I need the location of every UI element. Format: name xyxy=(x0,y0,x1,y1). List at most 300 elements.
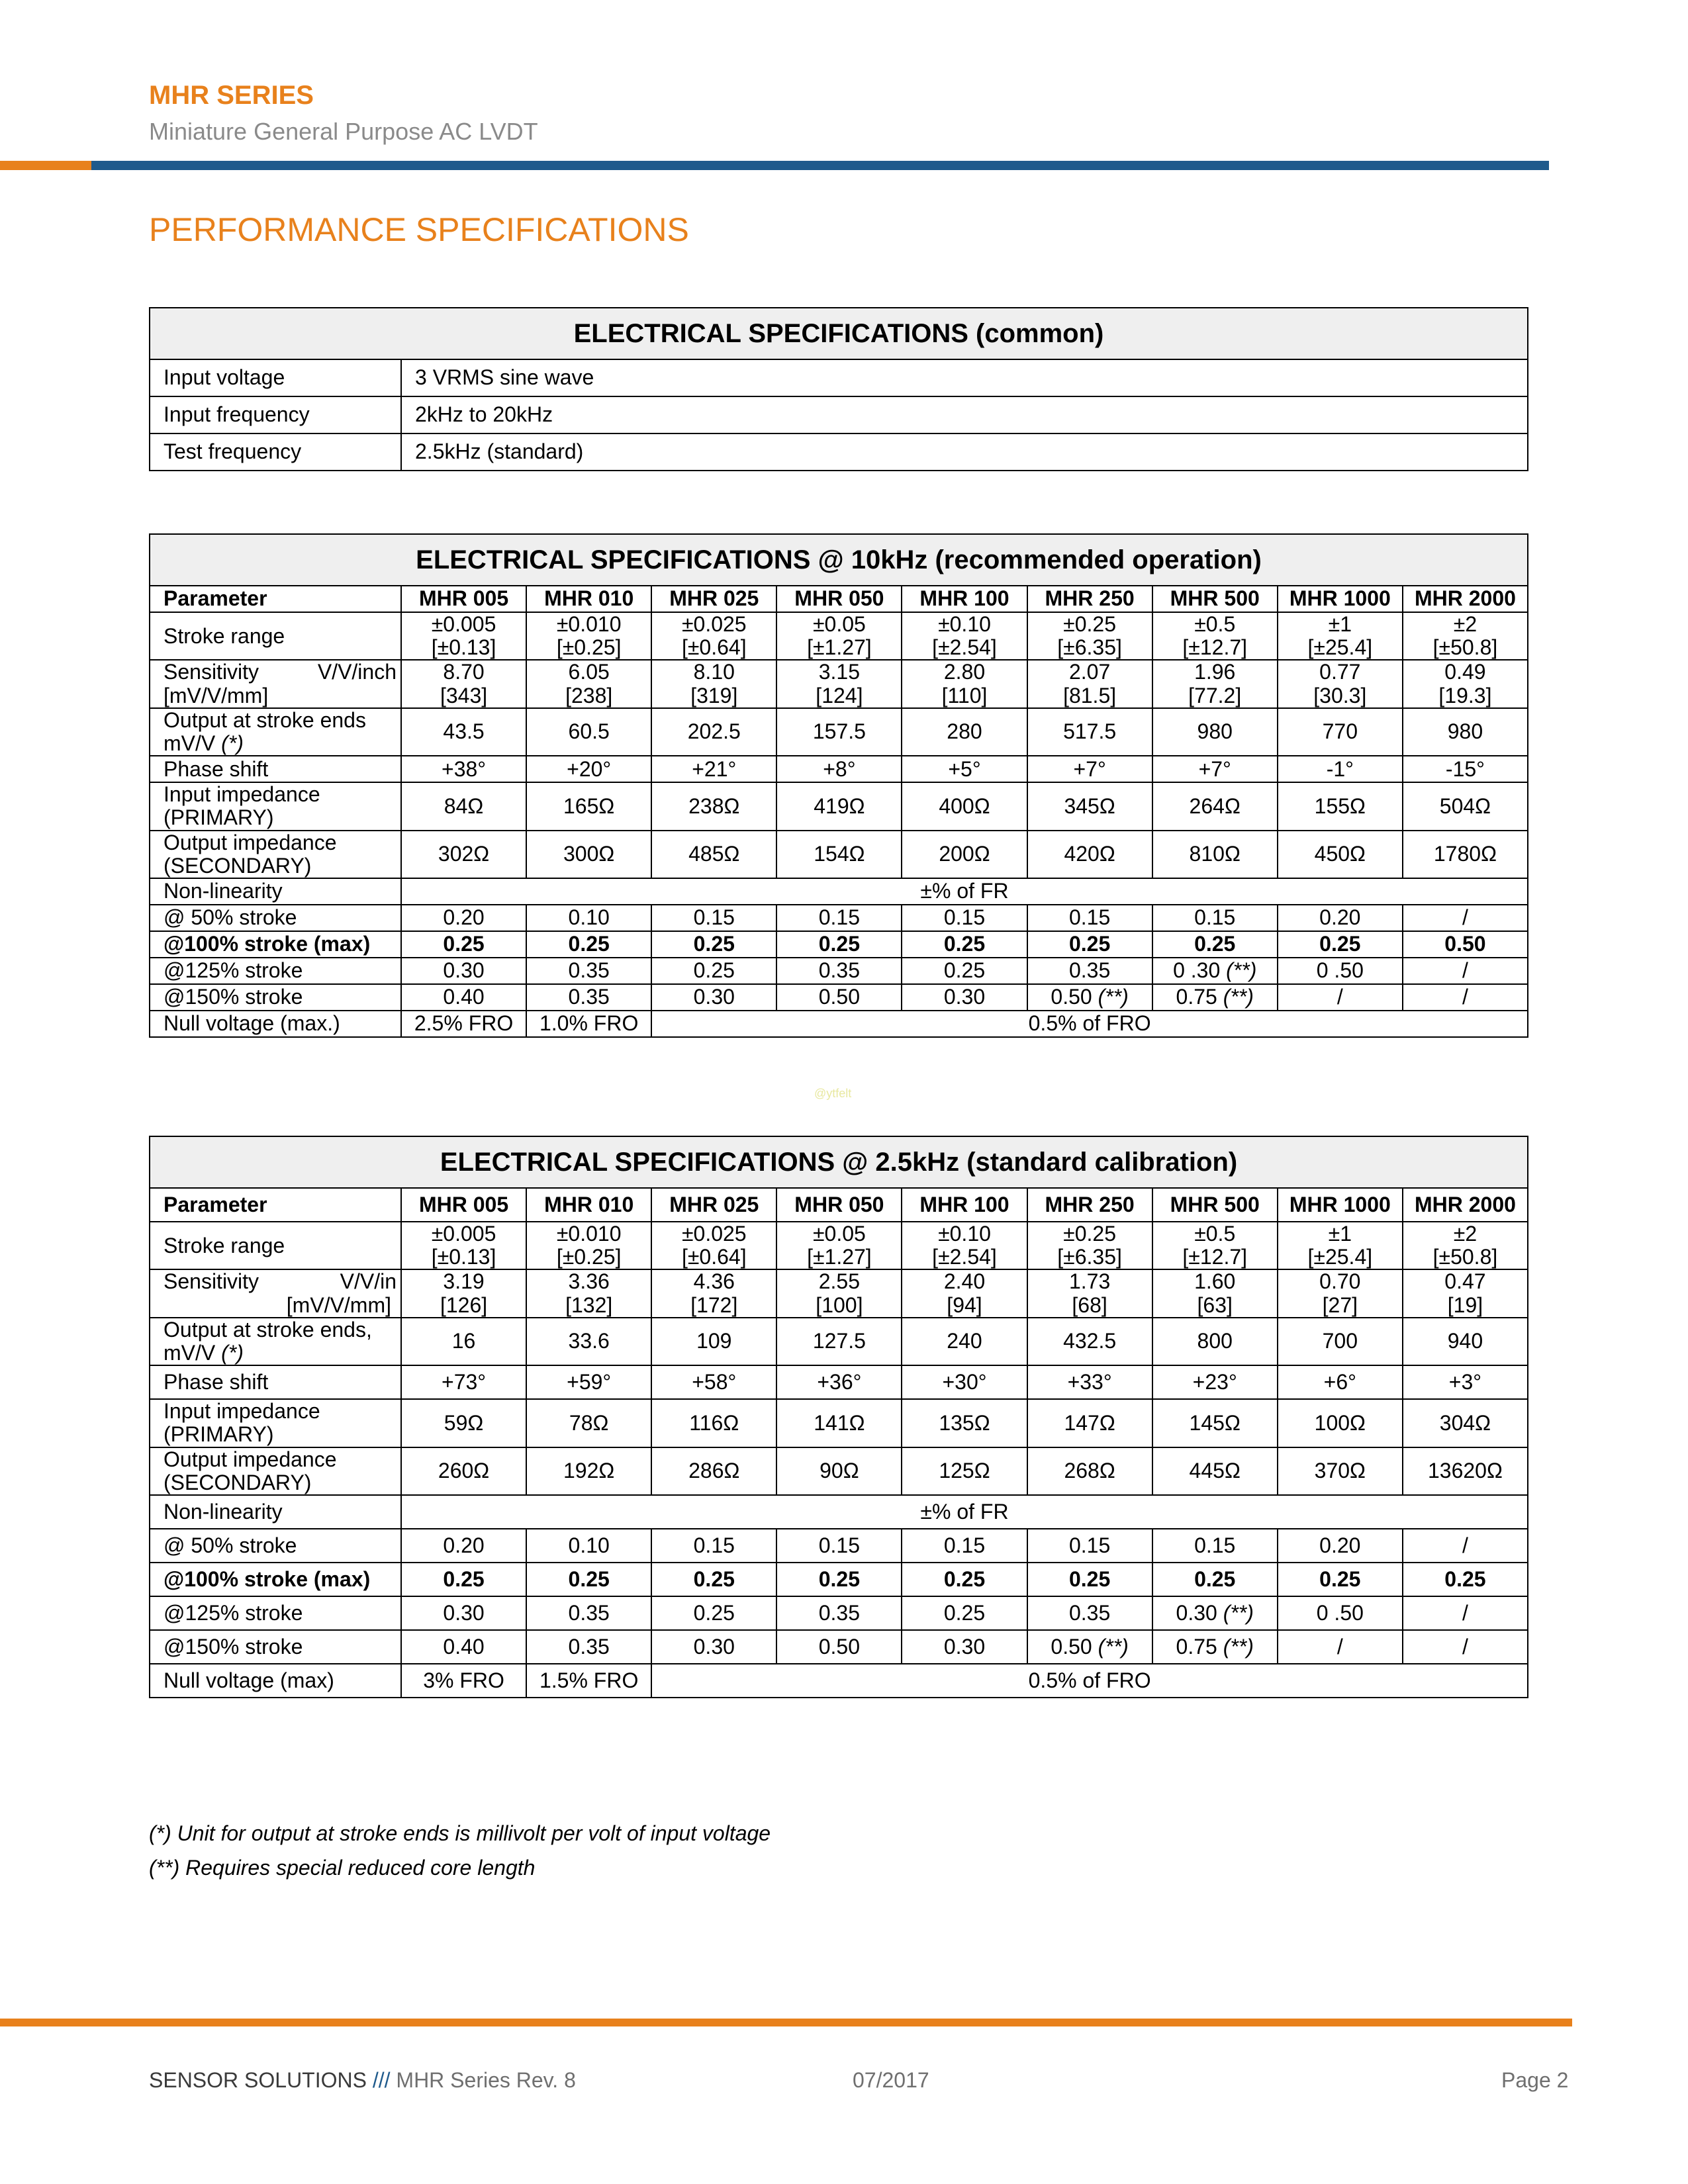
sensitivity-cell xyxy=(651,1269,776,1317)
nonlinearity-cell xyxy=(776,1596,902,1630)
sensitivity-label-line xyxy=(164,660,397,684)
output-cell: 517.5 xyxy=(1027,708,1152,756)
nonlinearity-value: / xyxy=(1462,1600,1468,1625)
sensitivity-cell xyxy=(1403,1269,1528,1317)
stroke-inch: ±0.05 xyxy=(812,1222,866,1246)
sensitivity-value: 3.15 xyxy=(818,660,861,684)
table-row xyxy=(150,931,1528,958)
nonlinearity-cell xyxy=(1403,984,1528,1011)
stroke-mm: [±0.25] xyxy=(556,635,622,660)
nonlinearity-value: 0.15 xyxy=(1068,905,1111,930)
nonlinearity-cell xyxy=(1403,1630,1528,1664)
output-cell: 432.5 xyxy=(1027,1318,1152,1365)
sensitivity-value: 0.49 xyxy=(1444,660,1486,684)
table-title: ELECTRICAL SPECIFICATIONS @ 2.5kHz (standard calibration) xyxy=(150,1136,1528,1188)
nonlinearity-cell xyxy=(776,958,902,984)
output-cell: 16 xyxy=(401,1318,526,1365)
phase-cell: +20° xyxy=(526,756,651,782)
output-cell: 770 xyxy=(1278,708,1403,756)
impedance-cell: 445Ω xyxy=(1152,1447,1278,1495)
nonlinearity-cell xyxy=(1027,931,1152,958)
nonlinearity-cell xyxy=(401,1529,526,1563)
nonlinearity-cell xyxy=(1027,1596,1152,1630)
model-header: MHR 100 xyxy=(902,1188,1027,1222)
row-label: Non-linearity xyxy=(150,878,401,905)
impedance-cell: 147Ω xyxy=(1027,1399,1152,1447)
footnote-core-length: (**) Requires special reduced core length xyxy=(149,1856,536,1880)
nonlinearity-cell xyxy=(651,958,776,984)
nonlinearity-cell xyxy=(1027,984,1152,1011)
nonlinearity-cell xyxy=(401,931,526,958)
nonlinearity-value: 0.35 xyxy=(568,985,610,1009)
stroke-cell xyxy=(1152,612,1278,660)
sensitivity-value: 2.80 xyxy=(943,660,986,684)
row-label: Test frequency xyxy=(150,433,401,471)
sensitivity-mm: [63] xyxy=(1197,1293,1233,1317)
table-row xyxy=(150,1495,1528,1529)
nonlinearity-value: 0.20 xyxy=(1319,905,1361,930)
nonlinearity-cell xyxy=(651,931,776,958)
impedance-sublabel: (PRIMARY) xyxy=(164,1422,274,1447)
nonlinearity-cell xyxy=(1027,1563,1152,1596)
output-label: Output at stroke ends xyxy=(164,707,366,732)
stroke-inch: ±0.010 xyxy=(556,1222,622,1246)
nonlinearity-value: 0.25 xyxy=(1194,932,1236,956)
sensitivity-cell xyxy=(526,1269,651,1317)
nonlinearity-value: 0.25 xyxy=(943,1567,986,1591)
nonlinearity-value: 0.30 xyxy=(443,958,485,983)
model-header: MHR 010 xyxy=(526,1188,651,1222)
header-accent-bar xyxy=(0,161,91,170)
sensitivity-cell xyxy=(1278,1269,1403,1317)
impedance-cell: 1780Ω xyxy=(1403,831,1528,878)
model-header: MHR 025 xyxy=(651,1188,776,1222)
nonlinearity-cell xyxy=(651,1529,776,1563)
row-label: @125% stroke xyxy=(150,1596,401,1630)
specs-2p5khz-table xyxy=(149,1136,1528,1698)
stroke-cell xyxy=(776,612,902,660)
sensitivity-cell xyxy=(902,1269,1027,1317)
impedance-sublabel: (PRIMARY) xyxy=(164,805,274,830)
impedance-cell: 264Ω xyxy=(1152,782,1278,830)
nonlinearity-value: 0 .30 xyxy=(1173,958,1221,983)
impedance-cell: 78Ω xyxy=(526,1399,651,1447)
table-row xyxy=(150,612,1528,660)
nonlinearity-cell xyxy=(651,1596,776,1630)
table-row xyxy=(150,984,1528,1011)
nonlinearity-cell xyxy=(1027,958,1152,984)
nonlinearity-value: 0.15 xyxy=(693,1533,735,1557)
impedance-cell: 154Ω xyxy=(776,831,902,878)
nonlinearity-cell xyxy=(1152,984,1278,1011)
nonlinearity-value: 0.15 xyxy=(943,905,986,930)
param-header: Parameter xyxy=(150,1188,401,1222)
impedance-cell: 238Ω xyxy=(651,782,776,830)
impedance-cell: 84Ω xyxy=(401,782,526,830)
output-cell: 940 xyxy=(1403,1318,1528,1365)
stroke-mm: [±1.27] xyxy=(807,635,872,660)
sensitivity-value: 1.73 xyxy=(1068,1269,1111,1294)
nonlinearity-value: 0.30 xyxy=(943,1634,986,1659)
nonlinearity-value: 0.25 xyxy=(818,932,861,956)
nonlinearity-cell xyxy=(902,931,1027,958)
nonlinearity-cell xyxy=(1403,905,1528,931)
footnote-ref: (**) xyxy=(1223,985,1254,1009)
sensitivity-mm: [30.3] xyxy=(1313,683,1367,707)
nonlinearity-cell xyxy=(1152,905,1278,931)
table-row xyxy=(150,905,1528,931)
output-cell: 800 xyxy=(1152,1318,1278,1365)
nonlinearity-cell xyxy=(902,1529,1027,1563)
null-voltage-cell: 3% FRO xyxy=(401,1664,526,1698)
sensitivity-mm: [19.3] xyxy=(1438,683,1492,707)
row-label: Input frequency xyxy=(150,396,401,433)
model-header: MHR 050 xyxy=(776,586,902,612)
row-label: @150% stroke xyxy=(150,1630,401,1664)
model-header: MHR 025 xyxy=(651,586,776,612)
nonlinearity-value: 0.25 xyxy=(693,1600,735,1625)
table-row xyxy=(150,958,1528,984)
nonlinearity-value: 0.10 xyxy=(568,1533,610,1557)
nonlinearity-value: 0.25 xyxy=(1068,932,1111,956)
nonlinearity-cell xyxy=(401,1563,526,1596)
stroke-mm: [±0.64] xyxy=(681,635,747,660)
nonlinearity-cell xyxy=(1152,1563,1278,1596)
output-cell: 240 xyxy=(902,1318,1027,1365)
footnote-output-unit: (*) Unit for output at stroke ends is millivolt per volt of input voltage xyxy=(149,1821,771,1845)
model-header: MHR 2000 xyxy=(1403,586,1528,612)
stroke-cell xyxy=(1278,612,1403,660)
impedance-cell: 810Ω xyxy=(1152,831,1278,878)
impedance-cell: 90Ω xyxy=(776,1447,902,1495)
sensitivity-mm: [238] xyxy=(565,683,613,707)
stroke-cell xyxy=(401,1222,526,1269)
table-row xyxy=(150,708,1528,756)
stroke-mm: [±50.8] xyxy=(1432,1245,1498,1269)
sensitivity-value: 2.55 xyxy=(818,1269,861,1294)
nonlinearity-value: 0.40 xyxy=(443,985,485,1009)
header-row xyxy=(150,586,1528,612)
table-row xyxy=(150,1222,1528,1269)
sensitivity-mm: [110] xyxy=(941,683,988,707)
output-cell: 980 xyxy=(1152,708,1278,756)
table-title: ELECTRICAL SPECIFICATIONS @ 10kHz (recommended operation) xyxy=(150,534,1528,586)
phase-cell: +73° xyxy=(401,1365,526,1399)
nonlinearity-cell xyxy=(526,931,651,958)
nonlinearity-cell xyxy=(1403,1529,1528,1563)
impedance-cell: 59Ω xyxy=(401,1399,526,1447)
impedance-cell: 450Ω xyxy=(1278,831,1403,878)
stroke-inch: ±1 xyxy=(1328,612,1352,636)
nonlinearity-value: 0.35 xyxy=(568,958,610,983)
nonlinearity-unit: ±% of FR xyxy=(401,878,1528,905)
nonlinearity-value: / xyxy=(1462,1533,1468,1557)
nonlinearity-cell xyxy=(1027,1630,1152,1664)
watermark: @ytfelt xyxy=(814,1087,852,1100)
table-row xyxy=(150,1563,1528,1596)
nonlinearity-value: 0.25 xyxy=(693,958,735,983)
phase-cell: +30° xyxy=(902,1365,1027,1399)
impedance-cell: 345Ω xyxy=(1027,782,1152,830)
output-cell: 109 xyxy=(651,1318,776,1365)
stroke-inch: ±0.10 xyxy=(938,612,991,636)
stroke-mm: [±0.13] xyxy=(431,635,496,660)
stroke-cell xyxy=(651,1222,776,1269)
table-row xyxy=(150,433,1528,471)
nonlinearity-value: 0 .50 xyxy=(1316,1600,1364,1625)
nonlinearity-cell xyxy=(776,1563,902,1596)
output-cell: 60.5 xyxy=(526,708,651,756)
sensitivity-mm: [81.5] xyxy=(1063,683,1117,707)
model-header: MHR 2000 xyxy=(1403,1188,1528,1222)
nonlinearity-cell xyxy=(1403,1596,1528,1630)
phase-cell: +3° xyxy=(1403,1365,1528,1399)
sensitivity-cell xyxy=(1027,660,1152,707)
output-cell: 280 xyxy=(902,708,1027,756)
table-row xyxy=(150,1399,1528,1447)
sensitivity-cell xyxy=(1152,660,1278,707)
stroke-inch: ±0.25 xyxy=(1063,1222,1117,1246)
table-row xyxy=(150,1011,1528,1037)
output-footnote-ref: (*) xyxy=(221,731,244,755)
nonlinearity-cell xyxy=(1152,1630,1278,1664)
nonlinearity-value: / xyxy=(1336,985,1343,1009)
sensitivity-mm: [343] xyxy=(440,683,488,707)
sensitivity-mm: [100] xyxy=(816,1293,863,1317)
sensitivity-unit-mm: [mV/V/mm] xyxy=(286,1293,391,1317)
phase-cell: +33° xyxy=(1027,1365,1152,1399)
sensitivity-value: 0.70 xyxy=(1319,1269,1361,1294)
stroke-mm: [±12.7] xyxy=(1182,1245,1248,1269)
nonlinearity-cell xyxy=(1027,905,1152,931)
sensitivity-cell xyxy=(776,1269,902,1317)
nonlinearity-value: 0.25 xyxy=(1444,1567,1486,1591)
nonlinearity-cell xyxy=(1278,905,1403,931)
model-header: MHR 500 xyxy=(1152,586,1278,612)
nonlinearity-value: 0 .50 xyxy=(1316,958,1364,983)
output-cell: 33.6 xyxy=(526,1318,651,1365)
param-header: Parameter xyxy=(150,586,401,612)
sensitivity-value: 1.60 xyxy=(1194,1269,1236,1294)
row-label xyxy=(150,660,401,707)
nonlinearity-cell xyxy=(401,905,526,931)
table-row xyxy=(150,1664,1528,1698)
output-unit: mV/V xyxy=(164,1340,216,1365)
nonlinearity-value: / xyxy=(1462,985,1468,1009)
row-label xyxy=(150,1447,401,1495)
stroke-cell xyxy=(1027,612,1152,660)
nonlinearity-value: 0.25 xyxy=(1194,1567,1236,1591)
output-cell: 43.5 xyxy=(401,708,526,756)
nonlinearity-cell xyxy=(651,984,776,1011)
impedance-cell: 200Ω xyxy=(902,831,1027,878)
phase-cell: +21° xyxy=(651,756,776,782)
specs-10khz-table xyxy=(149,533,1528,1038)
impedance-cell: 116Ω xyxy=(651,1399,776,1447)
phase-cell: +36° xyxy=(776,1365,902,1399)
stroke-cell xyxy=(526,612,651,660)
row-label: @100% stroke (max) xyxy=(150,1563,401,1596)
nonlinearity-cell xyxy=(1152,1529,1278,1563)
nonlinearity-cell xyxy=(1278,1563,1403,1596)
nonlinearity-value: 0.30 xyxy=(943,985,986,1009)
product-subtitle: Miniature General Purpose AC LVDT xyxy=(149,118,538,145)
null-voltage-cell: 0.5% of FRO xyxy=(651,1011,1528,1037)
nonlinearity-value: 0.25 xyxy=(443,1567,485,1591)
nonlinearity-value: 0.35 xyxy=(818,958,861,983)
nonlinearity-value: 0.50 xyxy=(1051,985,1092,1009)
nonlinearity-value: 0.25 xyxy=(943,958,986,983)
nonlinearity-value: / xyxy=(1462,905,1468,930)
null-voltage-cell: 1.0% FRO xyxy=(526,1011,651,1037)
sensitivity-mm: [68] xyxy=(1072,1293,1107,1317)
sensitivity-cell xyxy=(1403,660,1528,707)
nonlinearity-cell xyxy=(1278,958,1403,984)
row-label xyxy=(150,1399,401,1447)
stroke-inch: ±2 xyxy=(1453,1222,1477,1246)
sensitivity-value: 0.77 xyxy=(1319,660,1361,684)
stroke-inch: ±0.025 xyxy=(681,612,747,636)
sensitivity-mm: [94] xyxy=(947,1293,982,1317)
nonlinearity-cell xyxy=(401,958,526,984)
table-row xyxy=(150,660,1528,707)
sensitivity-cell xyxy=(776,660,902,707)
nonlinearity-value: 0.35 xyxy=(818,1600,861,1625)
header-row xyxy=(150,1188,1528,1222)
impedance-cell: 155Ω xyxy=(1278,782,1403,830)
impedance-cell: 419Ω xyxy=(776,782,902,830)
table-row xyxy=(150,1365,1528,1399)
row-label: Input voltage xyxy=(150,359,401,396)
row-label: Non-linearity xyxy=(150,1495,401,1529)
model-header: MHR 250 xyxy=(1027,586,1152,612)
stroke-mm: [±1.27] xyxy=(807,1245,872,1269)
stroke-cell xyxy=(651,612,776,660)
nonlinearity-cell xyxy=(526,984,651,1011)
sensitivity-value: 0.47 xyxy=(1444,1269,1486,1294)
nonlinearity-value: 0.30 xyxy=(1176,1600,1217,1625)
stroke-inch: ±0.5 xyxy=(1194,612,1236,636)
row-label xyxy=(150,782,401,830)
nonlinearity-value: 0.25 xyxy=(693,932,735,956)
stroke-mm: [±50.8] xyxy=(1432,635,1498,660)
nonlinearity-cell xyxy=(651,1563,776,1596)
table-row xyxy=(150,1447,1528,1495)
footnote-ref: (**) xyxy=(1098,1634,1129,1659)
stroke-mm: [±0.64] xyxy=(681,1245,747,1269)
nonlinearity-value: 0.25 xyxy=(818,1567,861,1591)
footnote-ref: (**) xyxy=(1223,1634,1254,1659)
nonlinearity-cell xyxy=(1278,1596,1403,1630)
nonlinearity-cell xyxy=(1278,1630,1403,1664)
sensitivity-value: 4.36 xyxy=(693,1269,735,1294)
nonlinearity-value: 0.10 xyxy=(568,905,610,930)
nonlinearity-value: 0.30 xyxy=(693,985,735,1009)
nonlinearity-cell xyxy=(776,984,902,1011)
common-specs-table xyxy=(149,307,1528,471)
nonlinearity-value: 0.30 xyxy=(693,1634,735,1659)
sensitivity-unit: V/V/inch xyxy=(317,660,397,684)
footer-date: 07/2017 xyxy=(853,2068,929,2092)
row-label: @150% stroke xyxy=(150,984,401,1011)
sensitivity-mm: [77.2] xyxy=(1188,683,1242,707)
nonlinearity-value: 0.20 xyxy=(443,1533,485,1557)
phase-cell: +23° xyxy=(1152,1365,1278,1399)
nonlinearity-cell xyxy=(1403,931,1528,958)
phase-cell: +38° xyxy=(401,756,526,782)
nonlinearity-value: 0.75 xyxy=(1176,1634,1217,1659)
nonlinearity-value: 0.15 xyxy=(818,905,861,930)
sensitivity-label-line xyxy=(164,1270,397,1293)
impedance-cell: 135Ω xyxy=(902,1399,1027,1447)
stroke-mm: [±0.13] xyxy=(431,1245,496,1269)
model-header: MHR 250 xyxy=(1027,1188,1152,1222)
impedance-cell: 100Ω xyxy=(1278,1399,1403,1447)
sensitivity-cell xyxy=(1152,1269,1278,1317)
nonlinearity-value: 0.50 xyxy=(818,1634,861,1659)
output-label: Output at stroke ends, xyxy=(164,1317,372,1342)
series-title: MHR SERIES xyxy=(149,81,314,110)
nonlinearity-cell xyxy=(902,1596,1027,1630)
sensitivity-value: 6.05 xyxy=(568,660,610,684)
impedance-label: Input impedance xyxy=(164,1399,320,1424)
row-label xyxy=(150,1318,401,1365)
nonlinearity-cell xyxy=(526,958,651,984)
sensitivity-value: 8.70 xyxy=(443,660,485,684)
nonlinearity-cell xyxy=(401,1596,526,1630)
sensitivity-mm: [132] xyxy=(565,1293,613,1317)
sensitivity-cell xyxy=(651,660,776,707)
output-cell: 127.5 xyxy=(776,1318,902,1365)
nonlinearity-value: / xyxy=(1462,958,1468,983)
phase-cell: -1° xyxy=(1278,756,1403,782)
nonlinearity-value: / xyxy=(1462,1634,1468,1659)
nonlinearity-cell xyxy=(902,1563,1027,1596)
row-label: @ 50% stroke xyxy=(150,905,401,931)
phase-cell: +8° xyxy=(776,756,902,782)
row-label: Stroke range xyxy=(150,612,401,660)
nonlinearity-value: / xyxy=(1336,1634,1343,1659)
nonlinearity-value: 0.15 xyxy=(1194,905,1236,930)
stroke-cell xyxy=(1278,1222,1403,1269)
phase-cell: +58° xyxy=(651,1365,776,1399)
nonlinearity-value: 0.50 xyxy=(1444,932,1486,956)
row-label: Phase shift xyxy=(150,756,401,782)
nonlinearity-value: 0.20 xyxy=(1319,1533,1361,1557)
output-cell: 980 xyxy=(1403,708,1528,756)
table-row xyxy=(150,359,1528,396)
phase-cell: +7° xyxy=(1152,756,1278,782)
sensitivity-cell xyxy=(1027,1269,1152,1317)
nonlinearity-value: 0.35 xyxy=(568,1634,610,1659)
nonlinearity-value: 0.50 xyxy=(818,985,861,1009)
row-label: Stroke range xyxy=(150,1222,401,1269)
nonlinearity-value: 0.15 xyxy=(1194,1533,1236,1557)
nonlinearity-cell xyxy=(1403,958,1528,984)
sensitivity-value: 2.40 xyxy=(943,1269,986,1294)
model-header: MHR 005 xyxy=(401,1188,526,1222)
stroke-mm: [±2.54] xyxy=(932,1245,997,1269)
phase-cell: +5° xyxy=(902,756,1027,782)
nonlinearity-value: 0.25 xyxy=(943,1600,986,1625)
footnote-ref: (**) xyxy=(1226,958,1257,983)
footnote-ref: (**) xyxy=(1223,1600,1254,1625)
table-row xyxy=(150,1318,1528,1365)
sensitivity-mm: [19] xyxy=(1447,1293,1483,1317)
stroke-mm: [±2.54] xyxy=(932,635,997,660)
nonlinearity-value: 0.25 xyxy=(1319,1567,1361,1591)
nonlinearity-cell xyxy=(651,1630,776,1664)
